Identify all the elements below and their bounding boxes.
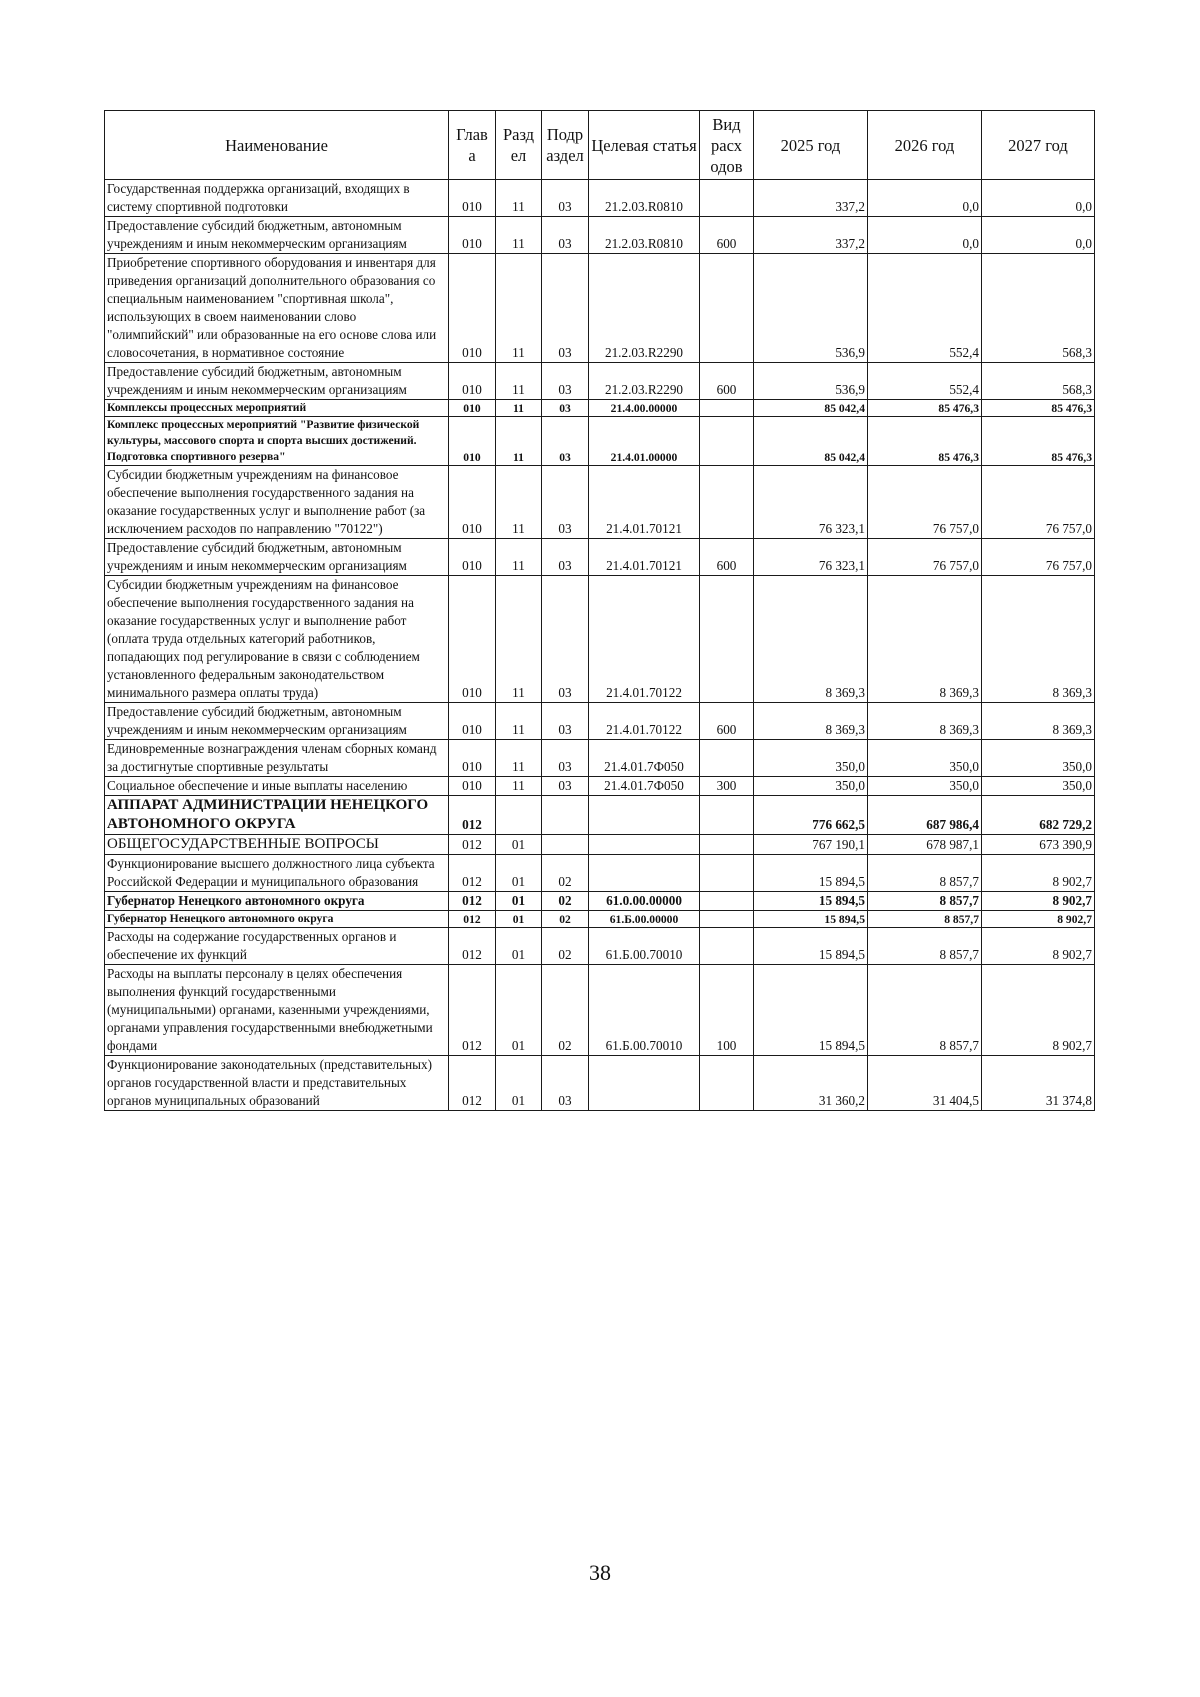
row-2026: 552,4 bbox=[868, 363, 982, 400]
row-name: Предоставление субсидий бюджетным, автономным учреждениям и иным некоммерческим организациям bbox=[105, 217, 449, 254]
header-podrazdel: Подр аздел bbox=[542, 111, 589, 180]
row-2026: 687 986,4 bbox=[868, 796, 982, 835]
row-vid bbox=[700, 466, 754, 539]
row-podrazdel: 02 bbox=[542, 911, 589, 928]
table-row bbox=[105, 466, 1095, 539]
row-vid bbox=[700, 835, 754, 855]
row-name: Предоставление субсидий бюджетным, автономным учреждениям и иным некоммерческим организациям bbox=[105, 703, 449, 740]
table-row bbox=[105, 363, 1095, 400]
row-glava: 010 bbox=[449, 363, 496, 400]
row-vid bbox=[700, 855, 754, 892]
row-2026: 8 369,3 bbox=[868, 576, 982, 703]
table-row bbox=[105, 217, 1095, 254]
header-2027: 2027 год bbox=[982, 111, 1095, 180]
table-row bbox=[105, 740, 1095, 777]
row-2027: 76 757,0 bbox=[982, 466, 1095, 539]
row-glava: 010 bbox=[449, 417, 496, 466]
row-name: АППАРАТ АДМИНИСТРАЦИИ НЕНЕЦКОГО АВТОНОМНОГО ОКРУГА bbox=[105, 796, 449, 835]
row-vid: 600 bbox=[700, 703, 754, 740]
header-vid: Вид расх одов bbox=[700, 111, 754, 180]
row-name: Приобретение спортивного оборудования и инвентаря для приведения организаций дополнительного образования со специальным наименованием "спортивная школа", использующих в своем наименовании слово "олимпийский" или образованные на его основе слова или словосочетания, в нормативное состояние bbox=[105, 254, 449, 363]
row-glava: 012 bbox=[449, 796, 496, 835]
row-target bbox=[589, 796, 700, 835]
row-2027: 8 902,7 bbox=[982, 911, 1095, 928]
row-name: Расходы на содержание государственных органов и обеспечение их функций bbox=[105, 928, 449, 965]
row-razdel: 11 bbox=[496, 254, 542, 363]
row-vid bbox=[700, 417, 754, 466]
row-podrazdel: 03 bbox=[542, 254, 589, 363]
row-2025: 536,9 bbox=[754, 254, 868, 363]
header-2025: 2025 год bbox=[754, 111, 868, 180]
row-vid bbox=[700, 796, 754, 835]
row-target: 21.4.01.7Ф050 bbox=[589, 740, 700, 777]
row-vid bbox=[700, 180, 754, 217]
row-podrazdel: 03 bbox=[542, 400, 589, 417]
row-vid bbox=[700, 1056, 754, 1111]
row-name: Функционирование высшего должностного лица субъекта Российской Федерации и муниципального образования bbox=[105, 855, 449, 892]
row-2025: 15 894,5 bbox=[754, 965, 868, 1056]
row-2026: 8 857,7 bbox=[868, 928, 982, 965]
budget-table-page bbox=[104, 110, 1094, 1111]
row-podrazdel: 03 bbox=[542, 703, 589, 740]
row-name: Губернатор Ненецкого автономного округа bbox=[105, 911, 449, 928]
row-2027: 85 476,3 bbox=[982, 417, 1095, 466]
row-2026: 85 476,3 bbox=[868, 400, 982, 417]
row-podrazdel: 03 bbox=[542, 740, 589, 777]
row-vid bbox=[700, 254, 754, 363]
row-name: Губернатор Ненецкого автономного округа bbox=[105, 892, 449, 911]
row-glava: 010 bbox=[449, 777, 496, 796]
row-glava: 010 bbox=[449, 400, 496, 417]
row-2027: 85 476,3 bbox=[982, 400, 1095, 417]
row-2026: 76 757,0 bbox=[868, 466, 982, 539]
row-2025: 8 369,3 bbox=[754, 576, 868, 703]
row-target: 21.4.01.70122 bbox=[589, 576, 700, 703]
row-2026: 8 369,3 bbox=[868, 703, 982, 740]
row-podrazdel: 02 bbox=[542, 855, 589, 892]
row-vid: 300 bbox=[700, 777, 754, 796]
row-glava: 012 bbox=[449, 928, 496, 965]
row-glava: 010 bbox=[449, 217, 496, 254]
row-vid: 600 bbox=[700, 363, 754, 400]
table-row bbox=[105, 1056, 1095, 1111]
row-name: Комплекс процессных мероприятий "Развитие физической культуры, массового спорта и спорта высших достижений. Подготовка спортивного резерва" bbox=[105, 417, 449, 466]
row-vid bbox=[700, 576, 754, 703]
table-row bbox=[105, 576, 1095, 703]
row-name: Государственная поддержка организаций, входящих в систему спортивной подготовки bbox=[105, 180, 449, 217]
row-2026: 0,0 bbox=[868, 217, 982, 254]
table-row bbox=[105, 928, 1095, 965]
row-2026: 31 404,5 bbox=[868, 1056, 982, 1111]
row-target: 21.2.03.R0810 bbox=[589, 180, 700, 217]
table-row bbox=[105, 855, 1095, 892]
row-2025: 767 190,1 bbox=[754, 835, 868, 855]
row-2025: 8 369,3 bbox=[754, 703, 868, 740]
row-razdel: 11 bbox=[496, 576, 542, 703]
row-vid: 600 bbox=[700, 539, 754, 576]
row-name: Комплексы процессных мероприятий bbox=[105, 400, 449, 417]
row-2027: 8 902,7 bbox=[982, 928, 1095, 965]
table-row bbox=[105, 254, 1095, 363]
row-2025: 15 894,5 bbox=[754, 928, 868, 965]
row-vid: 600 bbox=[700, 217, 754, 254]
row-2027: 8 902,7 bbox=[982, 965, 1095, 1056]
row-name: ОБЩЕГОСУДАРСТВЕННЫЕ ВОПРОСЫ bbox=[105, 835, 449, 855]
row-razdel: 01 bbox=[496, 835, 542, 855]
row-vid bbox=[700, 740, 754, 777]
row-glava: 012 bbox=[449, 965, 496, 1056]
row-podrazdel bbox=[542, 835, 589, 855]
row-2025: 350,0 bbox=[754, 740, 868, 777]
row-glava: 010 bbox=[449, 539, 496, 576]
row-target: 21.4.01.70121 bbox=[589, 466, 700, 539]
table-row bbox=[105, 180, 1095, 217]
row-2026: 8 857,7 bbox=[868, 855, 982, 892]
row-2027: 350,0 bbox=[982, 740, 1095, 777]
row-glava: 012 bbox=[449, 855, 496, 892]
row-2027: 8 369,3 bbox=[982, 703, 1095, 740]
row-razdel: 01 bbox=[496, 928, 542, 965]
row-razdel: 11 bbox=[496, 217, 542, 254]
row-razdel: 11 bbox=[496, 466, 542, 539]
row-razdel bbox=[496, 796, 542, 835]
row-name: Предоставление субсидий бюджетным, автономным учреждениям и иным некоммерческим организациям bbox=[105, 363, 449, 400]
row-target: 21.4.01.7Ф050 bbox=[589, 777, 700, 796]
table-row bbox=[105, 417, 1095, 466]
row-2025: 337,2 bbox=[754, 180, 868, 217]
row-2026: 350,0 bbox=[868, 740, 982, 777]
row-target: 21.2.03.R2290 bbox=[589, 363, 700, 400]
row-2025: 31 360,2 bbox=[754, 1056, 868, 1111]
row-razdel: 01 bbox=[496, 1056, 542, 1111]
row-podrazdel: 03 bbox=[542, 576, 589, 703]
header-name: Наименование bbox=[105, 111, 449, 180]
table-row bbox=[105, 703, 1095, 740]
row-2027: 682 729,2 bbox=[982, 796, 1095, 835]
row-2026: 76 757,0 bbox=[868, 539, 982, 576]
row-name: Функционирование законодательных (представительных) органов государственной власти и представительных органов муниципальных образований bbox=[105, 1056, 449, 1111]
row-target bbox=[589, 855, 700, 892]
table-row bbox=[105, 777, 1095, 796]
table-row bbox=[105, 835, 1095, 855]
row-podrazdel: 02 bbox=[542, 928, 589, 965]
row-target bbox=[589, 1056, 700, 1111]
row-2027: 31 374,8 bbox=[982, 1056, 1095, 1111]
row-2027: 0,0 bbox=[982, 217, 1095, 254]
row-name: Социальное обеспечение и иные выплаты населению bbox=[105, 777, 449, 796]
row-2025: 76 323,1 bbox=[754, 466, 868, 539]
row-podrazdel: 03 bbox=[542, 180, 589, 217]
row-target: 61.Б.00.70010 bbox=[589, 965, 700, 1056]
row-2027: 76 757,0 bbox=[982, 539, 1095, 576]
row-razdel: 11 bbox=[496, 400, 542, 417]
row-podrazdel: 03 bbox=[542, 539, 589, 576]
row-razdel: 11 bbox=[496, 417, 542, 466]
row-2027: 673 390,9 bbox=[982, 835, 1095, 855]
row-name: Расходы на выплаты персоналу в целях обеспечения выполнения функций государственными (муниципальными) органами, казенными учреждениями, органами управления государственными внебюджетными фондами bbox=[105, 965, 449, 1056]
table-row bbox=[105, 965, 1095, 1056]
row-glava: 010 bbox=[449, 466, 496, 539]
row-2026: 8 857,7 bbox=[868, 911, 982, 928]
row-podrazdel: 03 bbox=[542, 363, 589, 400]
header-row bbox=[105, 111, 1095, 180]
row-podrazdel: 03 bbox=[542, 417, 589, 466]
row-target: 61.Б.00.70010 bbox=[589, 928, 700, 965]
row-razdel: 01 bbox=[496, 911, 542, 928]
row-2027: 0,0 bbox=[982, 180, 1095, 217]
table-row bbox=[105, 892, 1095, 911]
row-podrazdel: 03 bbox=[542, 1056, 589, 1111]
row-razdel: 11 bbox=[496, 363, 542, 400]
budget-table bbox=[104, 110, 1095, 1111]
row-2025: 85 042,4 bbox=[754, 417, 868, 466]
row-glava: 012 bbox=[449, 1056, 496, 1111]
row-podrazdel: 03 bbox=[542, 466, 589, 539]
table-row bbox=[105, 796, 1095, 835]
row-target: 21.4.00.00000 bbox=[589, 400, 700, 417]
row-razdel: 01 bbox=[496, 965, 542, 1056]
header-razdel: Разд ел bbox=[496, 111, 542, 180]
row-2026: 0,0 bbox=[868, 180, 982, 217]
row-2025: 85 042,4 bbox=[754, 400, 868, 417]
row-razdel: 01 bbox=[496, 892, 542, 911]
row-2025: 337,2 bbox=[754, 217, 868, 254]
row-name: Субсидии бюджетным учреждениям на финансовое обеспечение выполнения государственного задания на оказание государственных услуг и выполнение работ (за исключением расходов по направлению "70122") bbox=[105, 466, 449, 539]
row-2027: 8 902,7 bbox=[982, 892, 1095, 911]
row-target: 21.2.03.R0810 bbox=[589, 217, 700, 254]
row-target: 61.0.00.00000 bbox=[589, 892, 700, 911]
row-2025: 776 662,5 bbox=[754, 796, 868, 835]
table-row bbox=[105, 400, 1095, 417]
row-vid: 100 bbox=[700, 965, 754, 1056]
page-number: 38 bbox=[589, 1560, 611, 1585]
row-razdel: 01 bbox=[496, 855, 542, 892]
row-vid bbox=[700, 400, 754, 417]
row-podrazdel: 02 bbox=[542, 892, 589, 911]
row-podrazdel bbox=[542, 796, 589, 835]
row-razdel: 11 bbox=[496, 777, 542, 796]
row-vid bbox=[700, 892, 754, 911]
row-glava: 010 bbox=[449, 180, 496, 217]
row-razdel: 11 bbox=[496, 180, 542, 217]
row-2026: 8 857,7 bbox=[868, 965, 982, 1056]
row-2025: 350,0 bbox=[754, 777, 868, 796]
row-podrazdel: 03 bbox=[542, 217, 589, 254]
row-razdel: 11 bbox=[496, 740, 542, 777]
header-glava: Глав а bbox=[449, 111, 496, 180]
header-2026: 2026 год bbox=[868, 111, 982, 180]
row-glava: 010 bbox=[449, 703, 496, 740]
row-2026: 8 857,7 bbox=[868, 892, 982, 911]
table-body bbox=[105, 180, 1095, 1111]
row-podrazdel: 02 bbox=[542, 965, 589, 1056]
header-target: Целевая статья bbox=[589, 111, 700, 180]
row-2026: 678 987,1 bbox=[868, 835, 982, 855]
row-name: Предоставление субсидий бюджетным, автономным учреждениям и иным некоммерческим организациям bbox=[105, 539, 449, 576]
row-glava: 010 bbox=[449, 254, 496, 363]
row-2027: 568,3 bbox=[982, 254, 1095, 363]
row-2025: 536,9 bbox=[754, 363, 868, 400]
row-target: 21.4.01.70122 bbox=[589, 703, 700, 740]
row-2025: 15 894,5 bbox=[754, 892, 868, 911]
row-vid bbox=[700, 928, 754, 965]
row-2025: 15 894,5 bbox=[754, 911, 868, 928]
row-target: 61.Б.00.00000 bbox=[589, 911, 700, 928]
row-glava: 010 bbox=[449, 740, 496, 777]
row-target: 21.4.01.70121 bbox=[589, 539, 700, 576]
row-glava: 012 bbox=[449, 835, 496, 855]
row-target: 21.2.03.R2290 bbox=[589, 254, 700, 363]
row-2027: 8 369,3 bbox=[982, 576, 1095, 703]
row-name: Субсидии бюджетным учреждениям на финансовое обеспечение выполнения государственного задания на оказание государственных услуг и выполнение работ (оплата труда отдельных категорий работников, попадающих под регулирование в связи с соблюдением установленного федеральным законодательством минимального размера оплаты труда) bbox=[105, 576, 449, 703]
row-2027: 568,3 bbox=[982, 363, 1095, 400]
row-razdel: 11 bbox=[496, 703, 542, 740]
row-2025: 15 894,5 bbox=[754, 855, 868, 892]
row-2026: 85 476,3 bbox=[868, 417, 982, 466]
row-2027: 350,0 bbox=[982, 777, 1095, 796]
row-2026: 350,0 bbox=[868, 777, 982, 796]
row-podrazdel: 03 bbox=[542, 777, 589, 796]
row-razdel: 11 bbox=[496, 539, 542, 576]
row-glava: 012 bbox=[449, 911, 496, 928]
row-glava: 010 bbox=[449, 576, 496, 703]
row-2027: 8 902,7 bbox=[982, 855, 1095, 892]
row-vid bbox=[700, 911, 754, 928]
row-target: 21.4.01.00000 bbox=[589, 417, 700, 466]
row-glava: 012 bbox=[449, 892, 496, 911]
row-2026: 552,4 bbox=[868, 254, 982, 363]
row-2025: 76 323,1 bbox=[754, 539, 868, 576]
row-name: Единовременные вознаграждения членам сборных команд за достигнутые спортивные результаты bbox=[105, 740, 449, 777]
table-row bbox=[105, 911, 1095, 928]
row-target bbox=[589, 835, 700, 855]
table-row bbox=[105, 539, 1095, 576]
